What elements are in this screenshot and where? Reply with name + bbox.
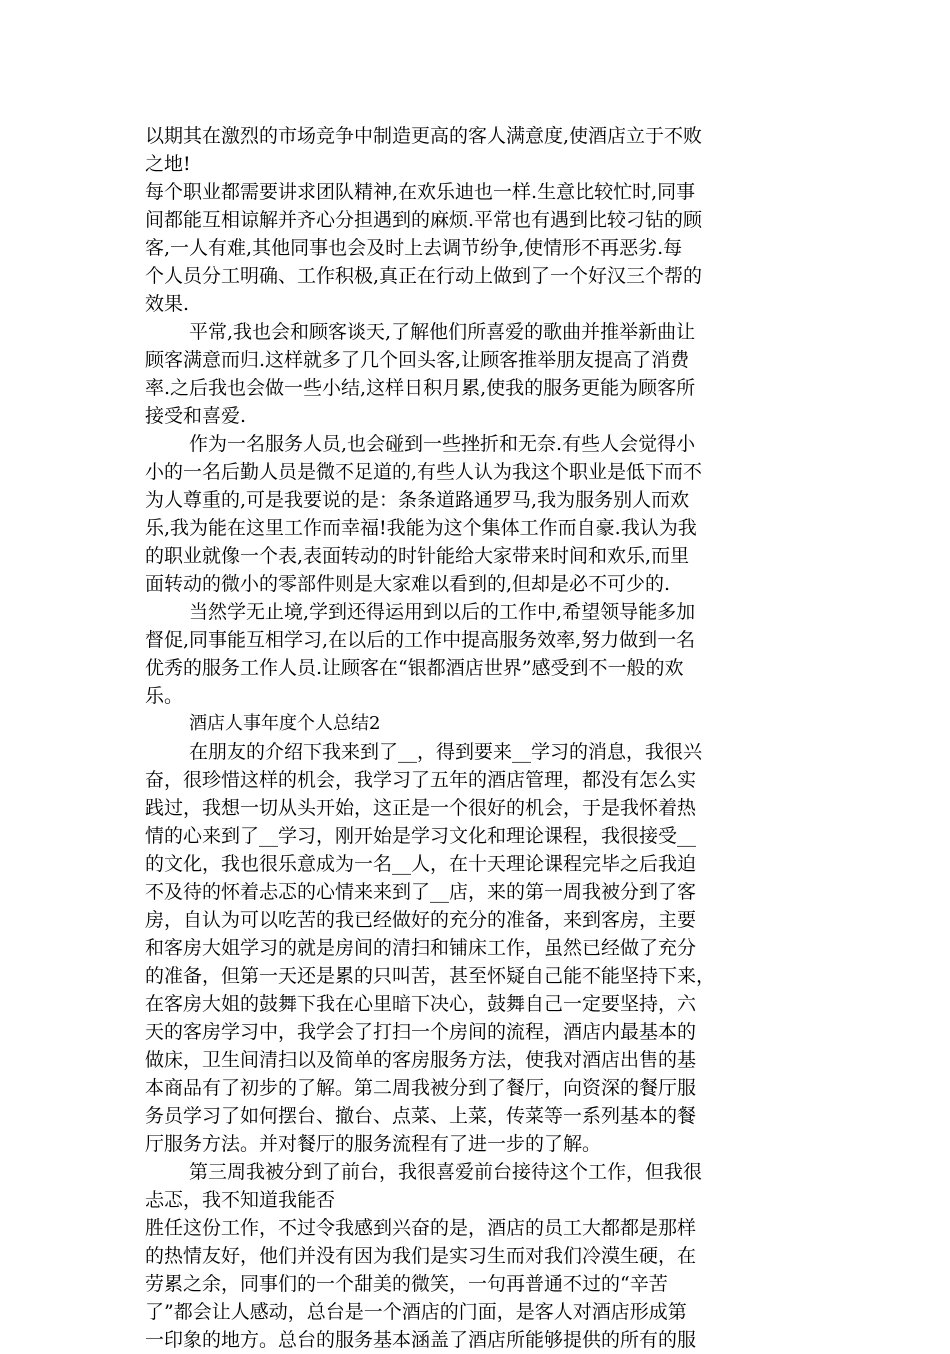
- section-heading: 酒店人事年度个人总结2: [189, 713, 381, 734]
- text-line: 面转动的微小的零部件则是大家难以看到的,但却是必不可少的.: [145, 573, 671, 595]
- text-line: 在客房大姐的鼓舞下我在心里暗下决心，鼓舞自己一定要坚持，六: [145, 993, 697, 1015]
- text-line: 效果.: [145, 293, 190, 315]
- text-line: 情的心来到了__学习，刚开始是学习文化和理论课程，我很接受__: [145, 825, 697, 847]
- text-line: 客,一人有难,其他同事也会及时上去调节纷争,使情形不再恶劣.每: [145, 237, 683, 259]
- text-line: 了”都会让人感动，总台是一个酒店的门面，是客人对酒店形成第: [145, 1301, 687, 1323]
- text-line: 天的客房学习中，我学会了打扫一个房间的流程，酒店内最基本的: [145, 1021, 697, 1043]
- text-line: 胜任这份工作，不过令我感到兴奋的是，酒店的员工大都都是那样: [145, 1217, 697, 1239]
- text-line: 乐。: [145, 685, 184, 707]
- text-line: 和客房大姐学习的就是房间的清扫和铺床工作，虽然已经做了充分: [145, 937, 697, 959]
- text-line: 本商品有了初步的了解。第二周我被分到了餐厅，向资深的餐厅服: [145, 1077, 697, 1099]
- text-line: 的准备，但第一天还是累的只叫苦，甚至怀疑自己能不能坚持下来，: [145, 965, 716, 987]
- text-line: 率.之后我也会做一些小结,这样日积月累,使我的服务更能为顾客所: [145, 377, 696, 399]
- text-line: 房，自认为可以吃苦的我已经做好的充分的准备，来到客房，主要: [145, 909, 697, 931]
- text-line: 个人员分工明确、工作积极,真正在行动上做到了一个好汉三个帮的: [145, 265, 703, 287]
- paragraph-first-line: 当然学无止境,学到还得运用到以后的工作中,希望领导能多加: [189, 601, 696, 623]
- text-line: 接受和喜爱.: [145, 405, 247, 427]
- text-line: 为人尊重的,可是我要说的是：条条道路通罗马,我为服务别人而欢: [145, 489, 690, 511]
- text-line: 优秀的服务工作人员.让顾客在“银都酒店世界”感受到不一般的欢: [145, 657, 684, 679]
- text-line: 奋，很珍惜这样的机会，我学习了五年的酒店管理，都没有怎么实: [145, 769, 697, 791]
- text-line: 每个职业都需要讲求团队精神,在欢乐迪也一样.生意比较忙时,同事: [145, 181, 696, 203]
- text-line: 一印象的地方。总台的服务基本涵盖了酒店所能够提供的所有的服: [145, 1329, 697, 1351]
- paragraph-first-line: 在朋友的介绍下我来到了__，得到要来__学习的消息，我很兴: [189, 741, 703, 763]
- text-line: 忐忑，我不知道我能否: [145, 1189, 336, 1211]
- text-line: 不及待的怀着忐忑的心情来来到了__店，来的第一周我被分到了客: [145, 881, 697, 903]
- text-line: 践过，我想一切从头开始，这正是一个很好的机会，于是我怀着热: [145, 797, 697, 819]
- text-line: 劳累之余，同事们的一个甜美的微笑，一句再普通不过的“辛苦: [145, 1273, 668, 1295]
- text-line: 小的一名后勤人员是微不足道的,有些人认为我这个职业是低下而不: [145, 461, 703, 483]
- text-line: 间都能互相谅解并齐心分担遇到的麻烦.平常也有遇到比较刁钻的顾: [145, 209, 703, 231]
- text-line: 乐,我为能在这里工作而幸福!我能为这个集体工作而自豪.我认为我: [145, 517, 697, 539]
- text-line: 督促,同事能互相学习,在以后的工作中提高服务效率,努力做到一名: [145, 629, 696, 651]
- document-body: [145, 122, 817, 1354]
- text-line: 顾客满意而归.这样就多了几个回头客,让顾客推举朋友提高了消费: [145, 349, 690, 371]
- text-line: 做床，卫生间清扫以及简单的客房服务方法，使我对酒店出售的基: [145, 1049, 697, 1071]
- text-line: 的热情友好，他们并没有因为我们是实习生而对我们冷漠生硬，在: [145, 1245, 697, 1267]
- paragraph-first-line: 作为一名服务人员,也会碰到一些挫折和无奈.有些人会觉得小: [189, 433, 696, 455]
- paragraph-first-line: 平常,我也会和顾客谈天,了解他们所喜爱的歌曲并推举新曲让: [189, 321, 696, 343]
- text-line: 的职业就像一个表,表面转动的时针能给大家带来时间和欢乐,而里: [145, 545, 690, 567]
- paragraph-first-line: 第三周我被分到了前台，我很喜爱前台接待这个工作，但我很: [189, 1161, 703, 1183]
- text-line: 之地!: [145, 153, 191, 175]
- text-line: 的文化，我也很乐意成为一名__人，在十天理论课程完毕之后我迫: [145, 853, 697, 875]
- text-line: 厅服务方法。并对餐厅的服务流程有了进一步的了解。: [145, 1133, 602, 1155]
- text-line: 务员学习了如何摆台、撤台、点菜、上菜，传菜等一系列基本的餐: [145, 1105, 697, 1127]
- text-line: 以期其在激烈的市场竞争中制造更高的客人满意度,使酒店立于不败: [145, 125, 703, 147]
